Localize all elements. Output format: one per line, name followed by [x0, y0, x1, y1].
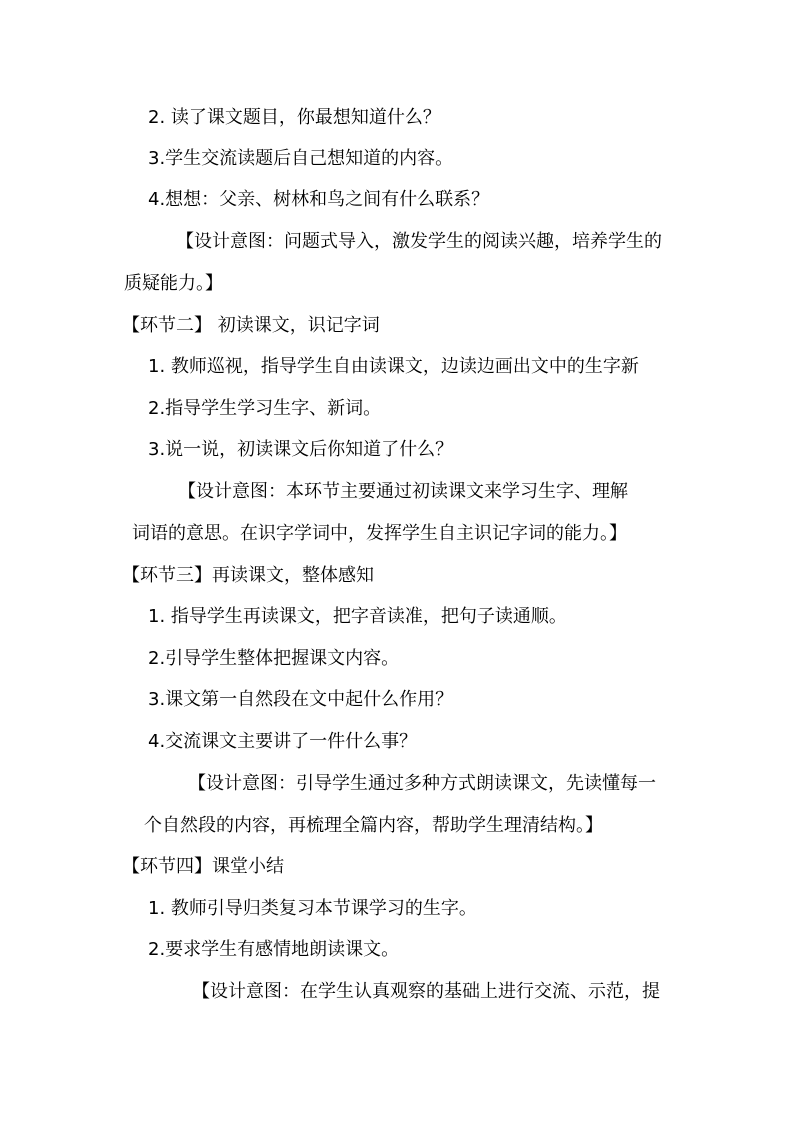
design-intent-line: 【设计意图：引导学生通过多种方式朗读课文，先读懂每一: [188, 773, 656, 794]
text-line: 1. 教师巡视，指导学生自由读课文，边读边画出文中的生字新: [148, 356, 639, 377]
design-intent-line: 【设计意图：本环节主要通过初读课文来学习生字、理解: [178, 481, 628, 502]
text-line: 3.学生交流读题后自己想知道的内容。: [148, 148, 454, 169]
text-line: 3.说一说，初读课文后你知道了什么？: [148, 439, 454, 460]
text-line: 3.课文第一自然段在文中起什么作用？: [148, 689, 454, 710]
text-line: 1. 指导学生再读课文，把字音读准，把句子读通顺。: [148, 606, 567, 627]
text-line: 4.交流课文主要讲了一件什么事？: [148, 731, 418, 752]
design-intent-line: 词语的意思。在识字学词中，发挥学生自主识记字词的能力。】: [132, 523, 627, 544]
design-intent-line: 【设计意图：问题式导入，激发学生的阅读兴趣，培养学生的: [176, 231, 662, 252]
text-line: 2.指导学生学习生字、新词。: [148, 398, 382, 419]
text-line: 2.要求学生有感情地朗读课文。: [148, 939, 400, 960]
section-heading: 【环节三】再读课文，整体感知: [122, 565, 374, 586]
text-line: 2.引导学生整体把握课文内容。: [148, 648, 400, 669]
design-intent-line: 个自然段的内容，再梳理全篇内容，帮助学生理清结构。】: [144, 815, 603, 836]
text-line: 1. 教师引导归类复习本节课学习的生字。: [148, 898, 477, 919]
section-heading: 【环节二】 初读课文，识记字词: [122, 315, 380, 336]
design-intent-line: 质疑能力。】: [124, 273, 223, 294]
text-line: 2. 读了课文题目，你最想知道什么？: [148, 107, 441, 128]
text-line: 4.想想：父亲、树林和鸟之间有什么联系？: [148, 189, 490, 210]
section-heading: 【环节四】课堂小结: [122, 856, 284, 877]
design-intent-line: 【设计意图：在学生认真观察的基础上进行交流、示范，提: [192, 981, 660, 1002]
